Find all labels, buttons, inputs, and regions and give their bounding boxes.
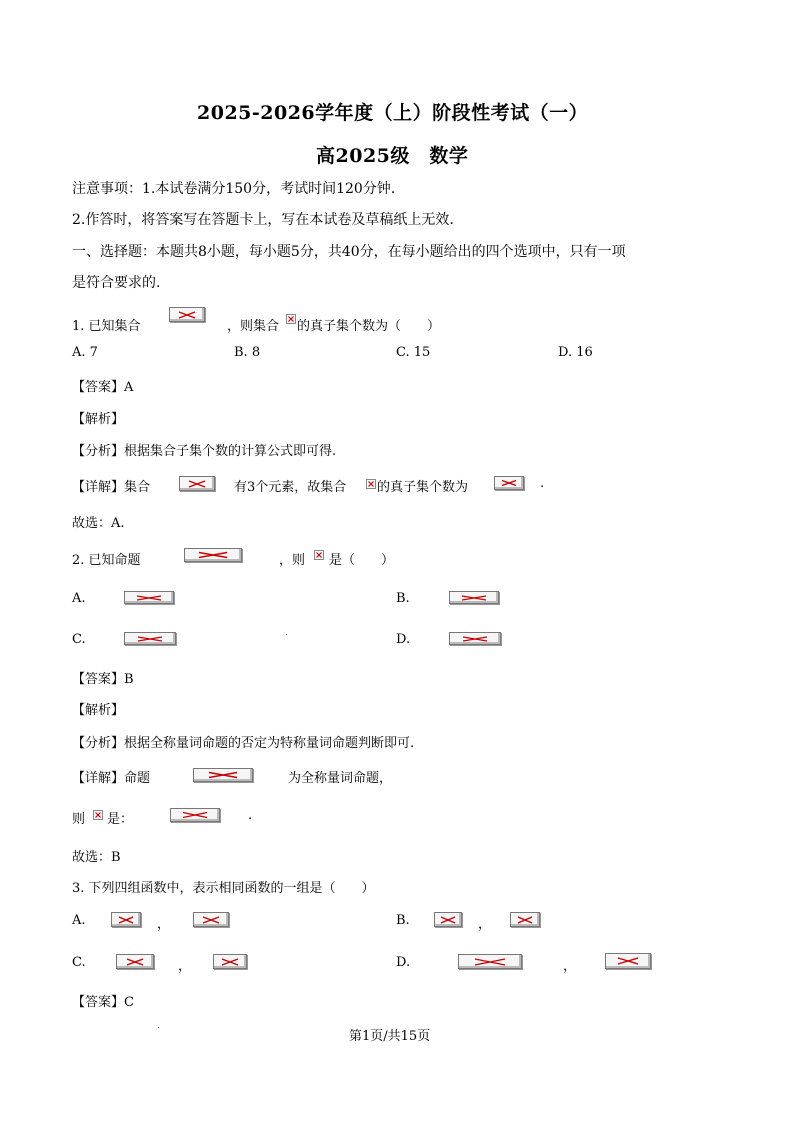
- broken-image-icon: [184, 548, 242, 562]
- q1-analysis: 【分析】根据集合子集个数的计算公式即可得.: [72, 444, 337, 459]
- page-number: 第1页/共15页: [349, 1029, 431, 1044]
- x-mark-icon: [461, 595, 487, 601]
- q3-option-d: D.: [396, 955, 411, 970]
- section-heading-line-1: 一、选择题：本题共8小题，每小题5分，共40分，在每小题给出的四个选项中，只有一项: [72, 244, 626, 260]
- x-mark-icon: [118, 916, 134, 924]
- q3-option-a-comma: ，: [157, 917, 171, 932]
- q2-option-d: D.: [396, 632, 411, 647]
- q3-option-d-comma: ，: [563, 959, 577, 974]
- x-mark-icon: [94, 811, 102, 819]
- broken-image-icon: [434, 912, 462, 927]
- stray-dot: [158, 1027, 159, 1028]
- q1-jiexi-label: 【解析】: [72, 412, 125, 427]
- notice-line-1: 注意事项：1.本试卷满分150分，考试时间120分钟.: [72, 181, 396, 197]
- stray-dot: [286, 634, 287, 635]
- broken-image-icon: [93, 810, 103, 820]
- x-mark-icon: [474, 958, 506, 966]
- q2-jiexi-label: 【解析】: [72, 703, 125, 718]
- q1-detail-part-2: 有3个元素，故集合: [234, 480, 347, 495]
- broken-image-icon: [605, 953, 651, 969]
- q2-option-a: A.: [72, 591, 86, 606]
- broken-image-icon: [458, 954, 522, 969]
- q2-stem-part-3: 是（ ）: [329, 553, 395, 568]
- q1-option-a: A. 7: [72, 345, 98, 360]
- broken-image-icon: [169, 307, 205, 322]
- broken-image-icon: [124, 591, 174, 604]
- x-mark-icon: [287, 315, 295, 323]
- q3-stem: 3. 下列四组函数中，表示相同函数的一组是（ ）: [72, 881, 375, 896]
- broken-image-icon: [124, 632, 176, 645]
- x-mark-icon: [501, 480, 517, 487]
- q2-detail2-part-1: 则: [72, 812, 86, 827]
- x-mark-icon: [182, 812, 208, 819]
- q2-answer: 【答案】B: [72, 672, 134, 687]
- q1-stem-part-1: 1. 已知集合: [72, 319, 141, 334]
- broken-image-icon: [449, 632, 501, 645]
- q2-detail-part-1: 【详解】命题: [72, 771, 151, 786]
- x-mark-icon: [126, 958, 144, 966]
- exam-subtitle: 高2025级 数学: [316, 145, 469, 167]
- broken-image-icon: [111, 912, 141, 927]
- q2-analysis: 【分析】根据全称量词命题的否定为特称量词命题判断即可.: [72, 736, 415, 751]
- x-mark-icon: [617, 957, 639, 965]
- q1-choice: 故选：A.: [72, 516, 125, 531]
- x-mark-icon: [188, 480, 206, 488]
- x-mark-icon: [315, 551, 323, 559]
- q3-option-c: C.: [72, 955, 86, 970]
- q1-answer: 【答案】A: [72, 380, 134, 395]
- q3-option-b-comma: ，: [478, 917, 492, 932]
- x-mark-icon: [198, 552, 228, 559]
- q2-detail-part-2: 为全称量词命题，: [288, 771, 393, 786]
- q1-stem-part-2: ，则集合: [227, 319, 280, 334]
- x-mark-icon: [208, 772, 238, 779]
- q3-option-c-comma: ，: [178, 959, 192, 974]
- broken-image-icon: [193, 768, 253, 782]
- broken-image-icon: [170, 808, 220, 822]
- x-mark-icon: [202, 916, 220, 924]
- q1-option-b: B. 8: [234, 345, 261, 360]
- notice-line-2: 2.作答时，将答案写在答题卡上，写在本试卷及草稿纸上无效.: [72, 212, 454, 228]
- x-mark-icon: [137, 636, 163, 642]
- q3-answer: 【答案】C: [72, 995, 134, 1010]
- x-mark-icon: [136, 595, 162, 601]
- q1-option-c: C. 15: [396, 345, 431, 360]
- q2-stem-part-1: 2. 已知命题: [72, 553, 141, 568]
- x-mark-icon: [178, 311, 196, 319]
- q2-option-c: C.: [72, 632, 86, 647]
- broken-image-icon: [286, 314, 296, 324]
- q3-option-a: A.: [72, 913, 86, 928]
- x-mark-icon: [462, 636, 488, 642]
- broken-image-icon: [494, 476, 524, 490]
- q2-detail2-part-3: .: [248, 808, 253, 823]
- broken-image-icon: [314, 550, 324, 560]
- exam-title: 2025-2026学年度（上）阶段性考试（一）: [197, 102, 589, 124]
- x-mark-icon: [517, 916, 533, 924]
- x-mark-icon: [440, 916, 456, 924]
- q2-detail2-part-2: 是：: [107, 812, 134, 827]
- broken-image-icon: [213, 954, 247, 969]
- q1-detail-part-3: 的真子集个数为: [377, 480, 469, 495]
- broken-image-icon: [179, 476, 215, 491]
- q3-option-b: B.: [396, 913, 410, 928]
- q1-stem-part-3: 的真子集个数为（ ）: [297, 319, 441, 334]
- x-mark-icon: [367, 480, 375, 488]
- broken-image-icon: [116, 954, 154, 969]
- broken-image-icon: [193, 912, 229, 927]
- broken-image-icon: [449, 591, 499, 604]
- q1-option-d: D. 16: [558, 345, 593, 360]
- q1-detail-part-1: 【详解】集合: [72, 480, 151, 495]
- broken-image-icon: [366, 479, 376, 489]
- q2-option-b: B.: [396, 591, 410, 606]
- broken-image-icon: [510, 912, 540, 927]
- q2-choice: 故选：B: [72, 850, 121, 865]
- section-heading-line-2: 是符合要求的.: [72, 275, 161, 291]
- q2-stem-part-2: ，则: [279, 553, 306, 568]
- x-mark-icon: [221, 958, 239, 966]
- q1-detail-part-4: .: [540, 476, 545, 491]
